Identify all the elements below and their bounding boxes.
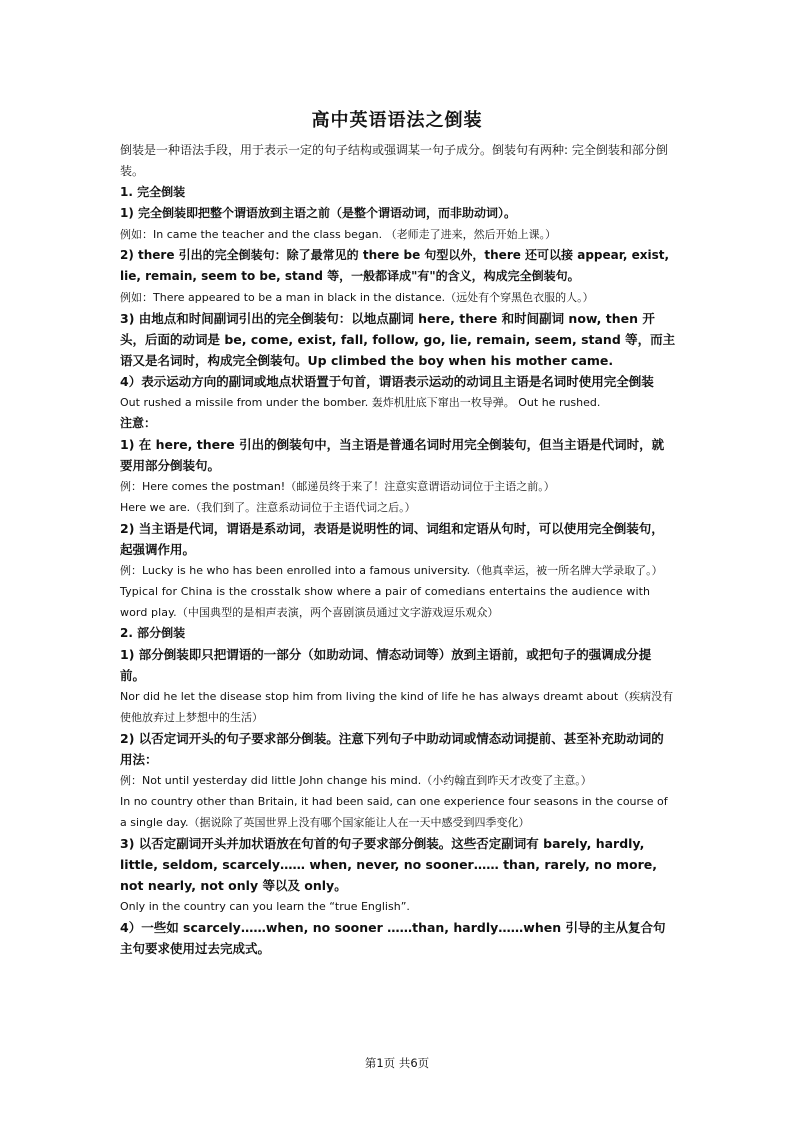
example-2-2b: In no country other than Britain, it had been said, can one experience four seasons in the course of a single day.（据说除了英国世界上没有哪个国家能让人在一天中感受到四季变化） (120, 795, 668, 829)
document-body (120, 140, 676, 959)
rule-1-2: 2) there 引出的完全倒装句：除了最常见的 there be 句型以外，there 还可以接 appear, exist, lie, remain, seem to be, stand 等，一般都译成"有"的含义，构成完全倒装句。 (120, 248, 670, 283)
example-1-2: 例如：There appeared to be a man in black in the distance.（远处有个穿黑色衣服的人。） (120, 291, 594, 304)
rule-2-3: 3) 以否定副词开头并加状语放在句首的句子要求部分倒装。这些否定副词有 barely, hardly, little, seldom, scarcely…… when, never, no sooner…… than, rarely, no more, not nearly, not only 等以及 only。 (120, 836, 658, 893)
rule-1-4: 4）表示运动方向的副词或地点状语置于句首，谓语表示运动的动词且主语是名词时使用完全倒装 (120, 374, 654, 389)
example-note-1a: 例：Here comes the postman!（邮递员终于来了！注意实意谓语动词位于主语之前。） (120, 480, 555, 493)
note-heading: 注意： (120, 416, 157, 430)
intro-paragraph: 倒装是一种语法手段，用于表示一定的句子结构或强调某一句子成分。倒装句有两种: 完全倒装和部分倒装。 (120, 143, 668, 178)
example-2-3: Only in the country can you learn the “true English”. (120, 900, 410, 913)
example-1-1: 例如：In came the teacher and the class began. （老师走了进来，然后开始上课。） (120, 228, 557, 241)
rule-2-1: 1) 部分倒装即只把谓语的一部分（如助动词、情态动词等）放到主语前，或把句子的强调成分提前。 (120, 647, 652, 683)
page-footer: 第1页 共6页 (364, 1056, 430, 1070)
section-heading-full-inversion: 1. 完全倒装 (120, 185, 186, 199)
page-title: 高中英语语法之倒装 (311, 110, 483, 131)
example-1-4: Out rushed a missile from under the bomber. 轰炸机肚底下窜出一枚导弹。 Out he rushed. (120, 396, 601, 409)
note-2: 2) 当主语是代词，谓语是系动词，表语是说明性的词、词组和定语从句时，可以使用完全倒装句，起强调作用。 (120, 521, 664, 557)
rule-1-3: 3) 由地点和时间副词引出的完全倒装句：以地点副词 here, there 和时间副词 now, then 开头，后面的动词是 be, come, exist, fall, follow, go, lie, remain, seem, stand 等，而主语又是名词时，构成完全倒装句。Up climbed the boy when his mother came. (120, 311, 676, 368)
note-1: 1) 在 here, there 引出的倒装句中，当主语是普通名词时用完全倒装句，但当主语是代词时，就要用部分倒装句。 (120, 437, 665, 473)
example-2-2a: 例：Not until yesterday did little John change his mind.（小约翰直到昨天才改变了主意。） (120, 774, 592, 787)
example-note-2a: 例：Lucky is he who has been enrolled into a famous university.（他真幸运，被一所名牌大学录取了。） (120, 564, 663, 577)
section-heading-partial-inversion: 2. 部分倒装 (120, 626, 186, 640)
example-note-2b: Typical for China is the crosstalk show where a pair of comedians entertains the audience with word play.（中国典型的是相声表演，两个喜剧演员通过文字游戏逗乐观众） (120, 585, 651, 619)
rule-2-2: 2) 以否定词开头的句子要求部分倒装。注意下列句子中助动词或情态动词提前、甚至补充助动词的用法： (120, 731, 664, 767)
rule-2-4: 4）一些如 scarcely……when, no sooner ……than, hardly……when 引导的主从复合句主句要求使用过去完成式。 (120, 920, 666, 956)
rule-1-1: 1) 完全倒装即把整个谓语放到主语之前（是整个谓语动词，而非助动词）。 (120, 206, 517, 220)
example-2-1: Nor did he let the disease stop him from living the kind of life he has always dreamt about（疾病没有使他放弃过上梦想中的生活） (120, 690, 674, 724)
example-note-1b: Here we are.（我们到了。注意系动词位于主语代词之后。） (120, 501, 416, 514)
